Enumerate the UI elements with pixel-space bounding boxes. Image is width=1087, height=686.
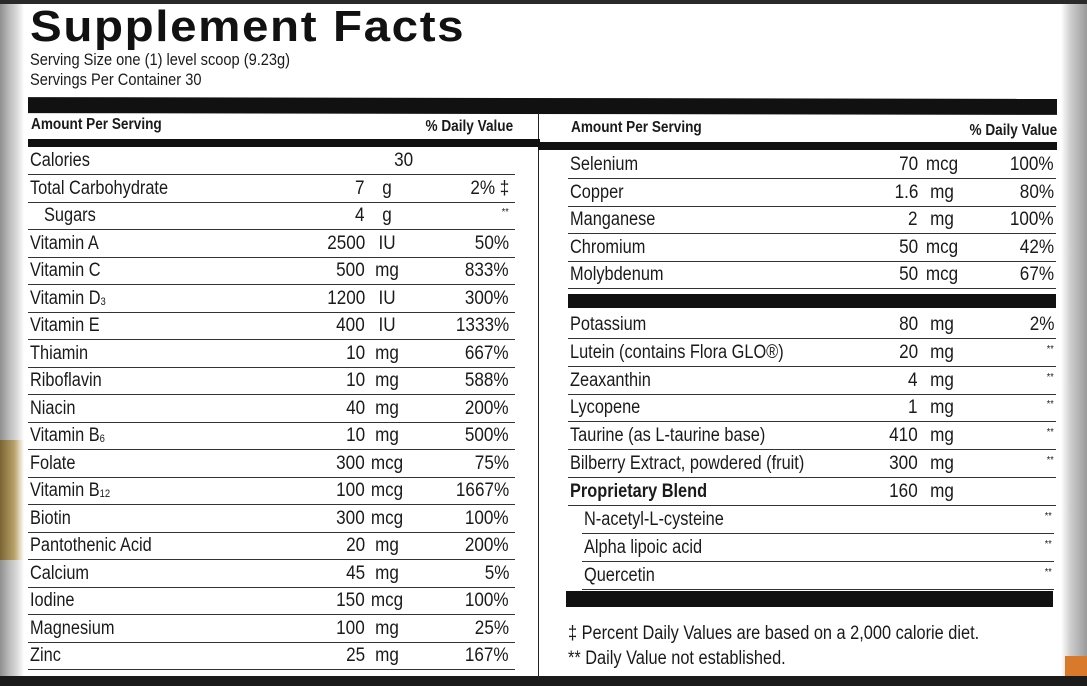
nutrient-name: Copper (570, 181, 624, 203)
nutrient-unit: mg (930, 181, 954, 203)
nutrient-row (28, 313, 515, 340)
nutrient-row (28, 231, 515, 258)
nutrient-unit: mg (930, 369, 954, 391)
thick-rule-top (28, 97, 1057, 115)
nutrient-row (28, 176, 515, 203)
nutrient-name: Vitamin C (30, 260, 101, 281)
nutrient-name: Vitamin A (30, 232, 99, 254)
nutrient-unit: mg (930, 425, 954, 447)
nutrient-row (568, 340, 1056, 367)
nutrient-amount: 10 (345, 342, 365, 364)
footnote-daily-values: ‡ Percent Daily Values are based on a 2,000 calorie diet. (568, 623, 980, 644)
nutrient-unit: mcg (370, 590, 404, 611)
nutrient-daily-value: 25% (474, 617, 509, 639)
nutrient-row (28, 423, 515, 450)
nutrient-name: Iodine (30, 590, 75, 611)
nutrient-unit: mg (375, 425, 399, 446)
nutrient-row (568, 423, 1056, 450)
nutrient-amount: 4 (908, 369, 918, 391)
nutrient-name: Molybdenum (570, 264, 664, 285)
nutrient-unit: mcg (370, 507, 404, 529)
nutrient-amount: 300 (336, 452, 365, 474)
nutrient-row (568, 262, 1056, 289)
nutrient-amount: 7 (355, 177, 365, 199)
nutrient-row (28, 533, 515, 560)
header-rule-right (538, 142, 1057, 150)
nutrient-row (568, 451, 1056, 478)
nutrient-amount: 50 (898, 264, 918, 285)
nutrient-name: Vitamin $B_{12}$ (30, 480, 111, 501)
serving-size: Serving Size one (1) level scoop (9.23g) (30, 50, 291, 69)
nutrient-name: Quercetin (584, 564, 655, 586)
nutrient-unit: g (382, 205, 392, 226)
nutrient-row (582, 563, 1054, 590)
nutrient-daily-value: ** (1044, 511, 1052, 522)
nutrient-row (28, 341, 515, 368)
nutrient-name: Vitamin E (30, 315, 100, 336)
nutrient-name: Lutein (contains Flora GLO®) (570, 341, 784, 363)
nutrient-daily-value: 167% (465, 645, 509, 666)
nutrient-amount: 1 (908, 397, 918, 419)
nutrient-name: Thiamin (30, 342, 89, 364)
bottom-border (0, 676, 1087, 686)
nutrient-unit: mcg (925, 236, 959, 258)
nutrient-unit: mcg (370, 452, 404, 474)
nutrient-row (568, 207, 1056, 234)
nutrient-unit: mg (375, 342, 399, 364)
nutrient-row (568, 395, 1056, 422)
header-rule-left (28, 139, 540, 147)
nutrient-row (568, 479, 1056, 506)
nutrient-amount: 50 (898, 236, 918, 258)
nutrient-unit: mg (930, 397, 954, 419)
nutrient-amount: 10 (345, 370, 365, 391)
left-header-dv: % Daily Value (425, 118, 513, 135)
nutrient-daily-value: 667% (465, 342, 509, 364)
nutrient-daily-value: ** (1046, 399, 1054, 411)
nutrient-name: Alpha lipoic acid (584, 536, 703, 558)
nutrient-row (568, 312, 1056, 339)
nutrient-name: Lycopene (570, 397, 641, 419)
nutrient-unit: mcg (370, 480, 404, 501)
nutrient-row (582, 535, 1054, 562)
nutrient-daily-value: 2% ‡ (470, 177, 509, 199)
nutrient-daily-value: 67% (1019, 264, 1054, 285)
nutrient-daily-value: ** (1046, 427, 1054, 439)
nutrient-name: Total Carbohydrate (30, 177, 169, 199)
nutrient-name: Sugars (44, 205, 96, 226)
nutrient-daily-value: ** (1044, 538, 1052, 550)
nutrient-name: Vitamin $B_6$ (30, 425, 105, 446)
nutrient-amount: 4 (355, 205, 365, 226)
nutrient-unit: mg (930, 480, 954, 502)
nutrient-unit: mg (930, 314, 954, 335)
nutrient-unit: mg (930, 341, 954, 363)
nutrient-amount: 80 (898, 314, 918, 335)
nutrient-row (28, 258, 515, 285)
nutrient-amount: 400 (336, 315, 365, 336)
nutrient-amount: 20 (345, 535, 365, 556)
nutrient-unit: mcg (925, 264, 959, 285)
nutrient-row (28, 643, 515, 670)
nutrient-daily-value: 5% (484, 562, 509, 584)
nutrient-row (582, 507, 1054, 534)
nutrient-amount: 30 (393, 150, 413, 171)
nutrient-daily-value: 588% (465, 370, 509, 391)
nutrient-row (568, 180, 1056, 207)
nutrient-name: Zinc (30, 645, 61, 666)
nutrient-name: N-acetyl-L-cysteine (584, 509, 724, 530)
nutrient-daily-value: 200% (465, 397, 509, 419)
nutrient-name: Niacin (30, 397, 76, 419)
nutrient-daily-value: ** (1046, 371, 1054, 383)
nutrient-amount: 150 (336, 590, 365, 611)
nutrient-name: Calcium (30, 562, 90, 584)
nutrient-name: Pantothenic Acid (30, 535, 152, 556)
nutrient-amount: 100 (336, 617, 365, 639)
nutrient-row (28, 451, 515, 478)
nutrient-amount: 25 (345, 645, 365, 666)
nutrient-unit: g (382, 177, 392, 199)
nutrient-row (28, 203, 515, 230)
nutrient-name: Zeaxanthin (570, 369, 651, 391)
nutrient-unit: mg (375, 562, 399, 584)
nutrient-daily-value: ** (1046, 343, 1054, 355)
nutrient-name: Folate (30, 452, 76, 474)
servings-per-container: Servings Per Container 30 (30, 70, 202, 89)
nutrient-row (28, 148, 515, 175)
nutrient-daily-value: 80% (1019, 181, 1054, 203)
nutrient-row (28, 588, 515, 615)
nutrient-daily-value: 75% (474, 452, 509, 474)
label-edge-left (0, 0, 24, 686)
nutrient-amount: 160 (889, 480, 918, 502)
nutrient-daily-value: 2% (1029, 314, 1054, 335)
nutrient-name: Taurine (as L-taurine base) (570, 425, 766, 447)
right-header-amount: Amount Per Serving (571, 119, 702, 136)
nutrient-name: Proprietary Blend (570, 480, 708, 502)
nutrient-daily-value: 500% (465, 425, 509, 446)
nutrient-daily-value: ** (501, 207, 509, 218)
nutrient-amount: 100 (336, 480, 365, 501)
background-tan-strip (0, 440, 24, 560)
nutrient-unit: IU (378, 232, 396, 254)
nutrient-daily-value: 1333% (455, 315, 509, 336)
nutrient-amount: 1200 (326, 287, 365, 309)
nutrient-row (28, 396, 515, 423)
bottom-rule-right (566, 591, 1053, 607)
nutrient-name: Biotin (30, 507, 71, 529)
nutrient-name: Selenium (570, 154, 639, 175)
nutrient-unit: mg (930, 209, 954, 230)
nutrient-amount: 300 (336, 507, 365, 529)
nutrient-unit: mg (375, 535, 399, 556)
nutrient-amount: 40 (345, 397, 365, 419)
serving-info (30, 50, 290, 90)
nutrient-unit: IU (378, 315, 396, 336)
nutrient-daily-value: 100% (465, 507, 509, 529)
nutrient-daily-value: 42% (1019, 236, 1054, 258)
nutrient-unit: mg (375, 617, 399, 639)
nutrient-name: Calories (30, 150, 90, 171)
nutrient-row (28, 506, 515, 533)
nutrient-daily-value: 1667% (455, 480, 509, 501)
nutrient-unit: mg (375, 370, 399, 391)
nutrient-name: Magnesium (30, 617, 115, 639)
left-header-amount: Amount Per Serving (31, 116, 162, 133)
nutrient-amount: 20 (898, 341, 918, 363)
nutrient-unit: mcg (925, 154, 959, 175)
nutrient-name: Riboflavin (30, 370, 102, 391)
nutrient-name: Bilberry Extract, powdered (fruit) (570, 453, 805, 474)
nutrient-daily-value: ** (1046, 455, 1054, 466)
nutrient-daily-value: 50% (474, 232, 509, 254)
nutrient-amount: 1.6 (894, 181, 918, 203)
nutrient-daily-value: 100% (1010, 154, 1054, 175)
nutrient-unit: mg (375, 260, 399, 281)
nutrient-row (28, 286, 515, 313)
nutrient-unit: mg (375, 645, 399, 666)
nutrient-unit: IU (378, 287, 396, 309)
nutrient-unit: mg (375, 397, 399, 419)
nutrient-daily-value: 300% (465, 287, 509, 309)
nutrient-row (28, 478, 515, 505)
nutrient-daily-value: 200% (465, 535, 509, 556)
nutrient-daily-value: 100% (1010, 209, 1054, 230)
nutrient-amount: 2 (908, 209, 918, 230)
nutrient-name: Chromium (570, 236, 646, 258)
nutrient-amount: 2500 (326, 232, 365, 254)
nutrient-name: Potassium (570, 314, 647, 335)
nutrient-amount: 300 (889, 453, 918, 474)
nutrient-name: Manganese (570, 209, 656, 230)
nutrient-unit: mg (930, 453, 954, 474)
nutrient-name: Vitamin $D_3$ (30, 287, 106, 309)
nutrient-row (28, 368, 515, 395)
label-edge-right (1061, 0, 1087, 686)
nutrient-row (568, 368, 1056, 395)
nutrient-daily-value: 100% (465, 590, 509, 611)
right-header-dv: % Daily Value (969, 122, 1057, 139)
nutrient-daily-value: ** (1044, 566, 1052, 578)
footnote-not-established: ** Daily Value not established. (568, 648, 786, 669)
mid-rule-right (568, 294, 1056, 308)
nutrient-row (568, 235, 1056, 262)
nutrient-row (28, 616, 515, 643)
nutrient-amount: 10 (345, 425, 365, 446)
column-divider (538, 113, 539, 680)
nutrient-daily-value: 833% (465, 260, 509, 281)
label-title: Supplement Facts (30, 2, 466, 51)
nutrient-row (568, 152, 1056, 179)
nutrient-amount: 410 (889, 425, 918, 447)
nutrient-amount: 70 (898, 154, 918, 175)
nutrient-amount: 500 (336, 260, 365, 281)
nutrient-amount: 45 (345, 562, 365, 584)
nutrient-row (28, 561, 515, 588)
